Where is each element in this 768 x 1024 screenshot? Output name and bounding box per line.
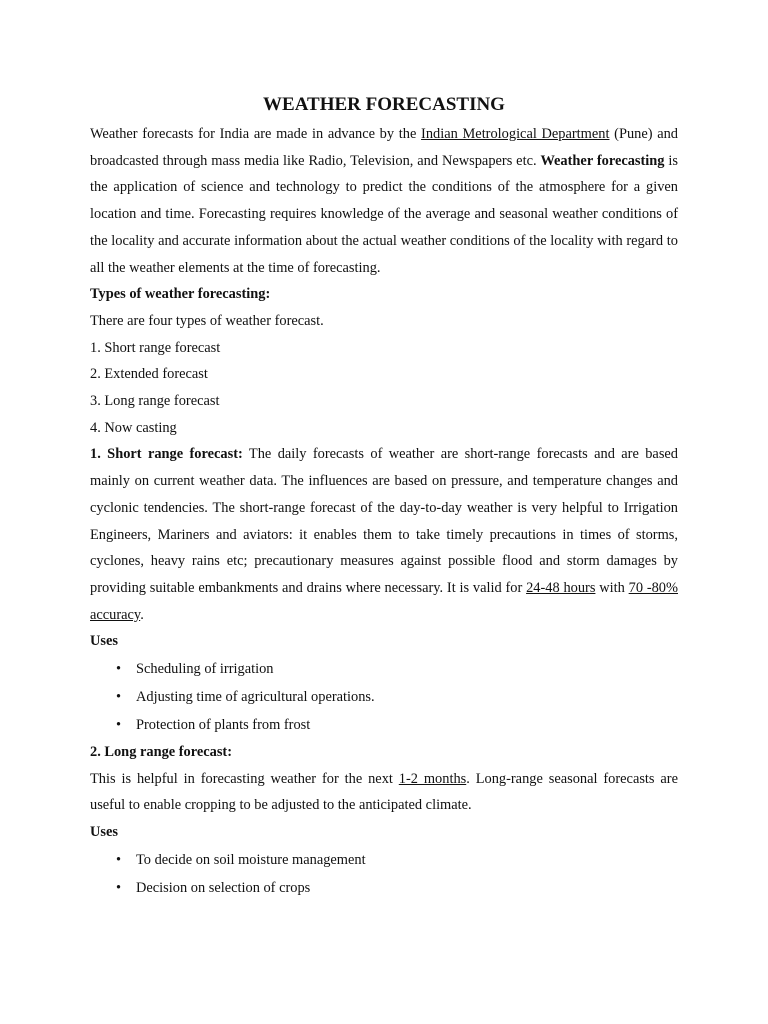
short-range-validity: 24-48 hours xyxy=(526,579,596,596)
types-item-2: 2. Extended forecast xyxy=(90,366,208,383)
intro-text-3: is the application of science and technology to predict the conditions of the atmosphere for a given location and time. Forecasting requires knowledge of the average and seasonal weather conditions of the locality and accurate information about the actual weather conditions of the locality with regard to all the weather elements at the time of forecasting. xyxy=(90,152,679,276)
types-lead: There are four types of weather forecast. xyxy=(90,312,324,329)
long-range-text-2: . Long-range seasonal forecasts are useful to enable cropping to be adjusted to the anticipated climate. xyxy=(90,770,678,814)
list-item xyxy=(90,683,678,711)
short-range-text-2: with xyxy=(595,579,629,596)
short-range-accuracy: 70 -80% accuracy xyxy=(90,579,678,623)
short-range-uses-list xyxy=(90,655,678,739)
intro-bold-term: Weather forecasting xyxy=(540,152,665,169)
intro-paragraph xyxy=(90,121,678,281)
long-range-heading-text: 2. Long range forecast: xyxy=(90,744,233,761)
long-range-text-1: This is helpful in forecasting weather for the next xyxy=(90,770,399,787)
list-item-text: Adjusting time of agricultural operations. xyxy=(136,689,375,706)
short-range-text-3: . xyxy=(140,606,144,623)
imd-link-text: Indian Metrological Department xyxy=(421,126,610,142)
types-item-3: 3. Long range forecast xyxy=(90,393,220,410)
bullet-icon: • xyxy=(116,879,122,896)
short-range-paragraph xyxy=(90,441,678,628)
list-item xyxy=(90,711,678,739)
bullet-icon: • xyxy=(116,851,122,868)
short-range-uses-heading xyxy=(90,628,678,655)
document-page xyxy=(90,92,678,902)
types-heading xyxy=(90,281,678,308)
types-heading-text: Types of weather forecasting: xyxy=(90,286,271,303)
list-item-text: Protection of plants from frost xyxy=(136,717,311,734)
intro-text-2: (Pune) and broadcasted through mass media like Radio, Television, and Newspapers etc. xyxy=(90,126,679,169)
list-item-text: To decide on soil moisture management xyxy=(136,851,366,868)
bullet-icon: • xyxy=(116,661,122,678)
list-item-text: Scheduling of irrigation xyxy=(136,661,274,678)
bullet-icon: • xyxy=(116,689,122,706)
long-range-uses-list xyxy=(90,846,678,902)
intro-text-1: Weather forecasts for India are made in advance by the xyxy=(90,126,422,142)
short-range-text-1: The daily forecasts of weather are short-range forecasts and are based mainly on current weather data. The influences are based on pressure, and temperature changes and cyclonic tendencies. The short-range forecast of the day-to-day weather is very helpful to Irrigation Engineers, Mariners and aviators: it enables them to take timely precautions in times of storms, cyclones, heavy rains etc; precautionary measures against possible flood and storm damages by providing suitable embankments and drains where necessary. It is valid for xyxy=(90,446,679,596)
list-item xyxy=(90,655,678,683)
list-item xyxy=(90,874,678,902)
long-range-paragraph xyxy=(90,766,678,819)
long-range-period: 1-2 months xyxy=(398,770,467,787)
list-item-text: Decision on selection of crops xyxy=(136,879,311,896)
list-item xyxy=(90,846,678,874)
bullet-icon: • xyxy=(116,717,122,734)
types-item-1: 1. Short range forecast xyxy=(90,339,221,356)
short-range-heading: 1. Short range forecast: xyxy=(90,446,243,463)
page-title: WEATHER FORECASTING xyxy=(263,94,505,115)
types-item-4: 4. Now casting xyxy=(90,419,177,436)
short-range-uses-heading-text: Uses xyxy=(90,633,118,650)
long-range-uses-heading xyxy=(90,819,678,846)
long-range-uses-heading-text: Uses xyxy=(90,824,118,841)
long-range-heading xyxy=(90,739,678,766)
